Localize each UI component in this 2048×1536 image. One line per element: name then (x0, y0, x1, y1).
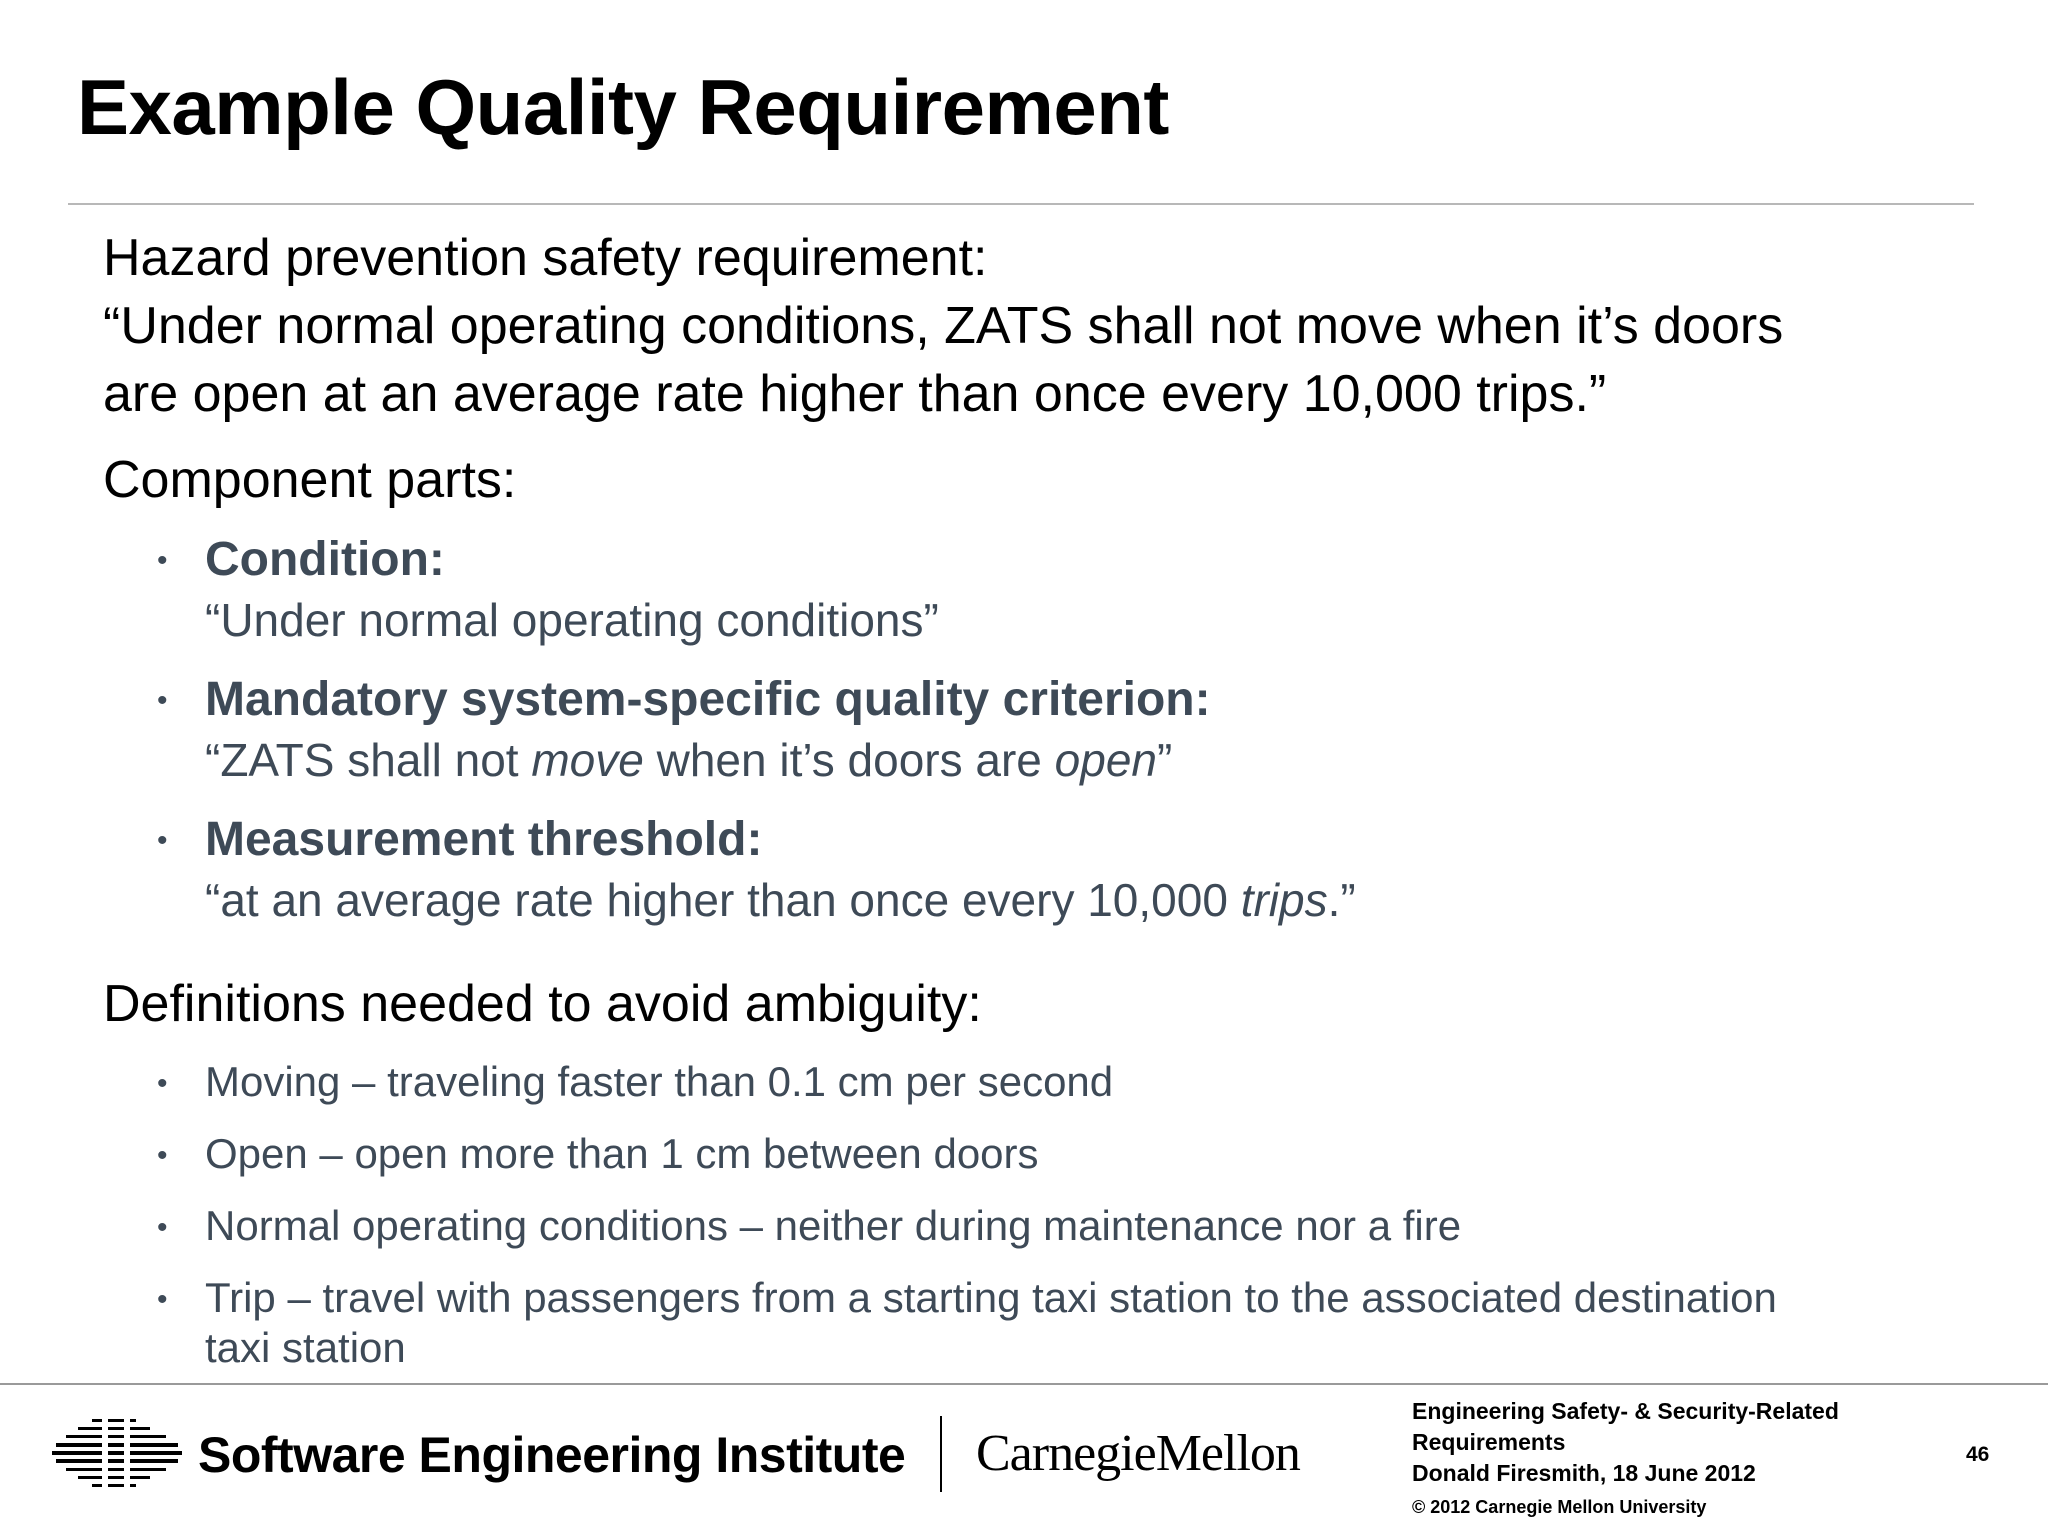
component-quote: “Under normal operating conditions” (205, 594, 939, 646)
component-quote (205, 870, 1356, 930)
component-heading: Condition: (205, 533, 445, 586)
footer-course-info (1412, 1396, 1839, 1489)
quote-text: .” (1327, 874, 1356, 926)
title-divider (68, 203, 1974, 205)
quote-emphasis: trips (1240, 874, 1328, 926)
components-label: Component parts: (103, 451, 517, 509)
bullet-dot: • (157, 1283, 168, 1316)
quote-emphasis: open (1054, 734, 1157, 786)
requirement-line-1: “Under normal operating conditions, ZATS shall not move when it’s doors (103, 297, 1784, 355)
slide-title: Example Quality Requirement (77, 63, 1169, 151)
copyright: © 2012 Carnegie Mellon University (1412, 1497, 1707, 1517)
quote-text: when it’s doors are (643, 734, 1055, 786)
bullet-dot: • (157, 1211, 168, 1244)
bullet-dot: • (157, 824, 168, 857)
bullet-dot: • (157, 544, 168, 577)
course-title-line-1: Engineering Safety- & Security-Related (1412, 1398, 1839, 1424)
author-date: Donald Firesmith, 18 June 2012 (1412, 1460, 1756, 1486)
definition-text: Normal operating conditions – neither during maintenance nor a fire (205, 1202, 1462, 1249)
sei-name: Software Engineering Institute (198, 1427, 906, 1483)
quote-text: “at an average rate higher than once every 10,000 (205, 874, 1241, 926)
component-quote (205, 730, 1211, 790)
page-number: 46 (1966, 1443, 1990, 1466)
definition-text: Open – open more than 1 cm between doors (205, 1130, 1039, 1177)
component-heading: Mandatory system-specific quality criterion: (205, 673, 1211, 726)
sei-striped-logo-icon (52, 1415, 182, 1491)
definition-text: Moving – traveling faster than 0.1 cm per second (205, 1058, 1114, 1105)
cmu-name: CarnegieMellon (976, 1425, 1300, 1482)
definition-continuation: taxi station (205, 1324, 406, 1371)
definition-text: Trip – travel with passengers from a starting taxi station to the associated destination (205, 1274, 1777, 1321)
bullet-dot: • (157, 1139, 168, 1172)
quote-text: ” (1157, 734, 1173, 786)
footer-divider (0, 1383, 2048, 1385)
definitions-label: Definitions needed to avoid ambiguity: (103, 975, 982, 1033)
component-heading: Measurement threshold: (205, 813, 763, 866)
requirement-line-2: are open at an average rate higher than once every 10,000 trips.” (103, 365, 1607, 423)
logo-divider (940, 1416, 942, 1492)
bullet-dot: • (157, 684, 168, 717)
intro-label: Hazard prevention safety requirement: (103, 229, 988, 287)
quote-emphasis: move (531, 734, 644, 786)
quote-text: “ZATS shall not (205, 734, 532, 786)
bullet-dot: • (157, 1067, 168, 1100)
course-title-line-2: Requirements (1412, 1429, 1566, 1455)
